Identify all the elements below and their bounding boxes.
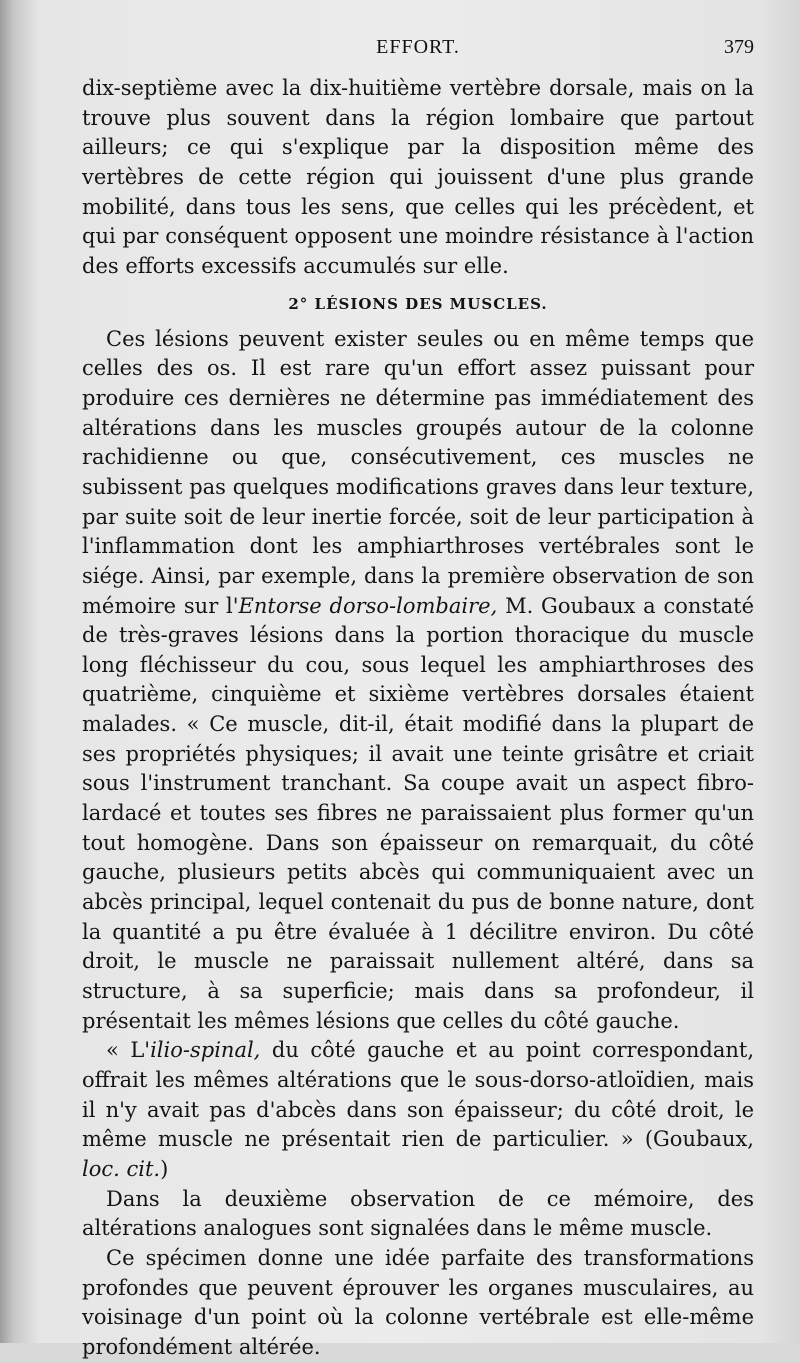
italic-title-entorse: Entorse dorso-lombaire, (238, 593, 498, 618)
paragraph-specimen: Ce spécimen donne une idée parfaite des transformations profondes que peuvent éprouver les organes musculaires, au voisinage d'un point où la colonne vertébrale est elle-même profondément altérée. (82, 1245, 754, 1359)
page-header (82, 36, 754, 60)
page-number: 379 (724, 36, 754, 58)
quote-text-b: du côté gauche et au point correspondant, offrait les mêmes altérations que le sous-dorso-atloïdien, mais il n'y avait pas d'abcès dans son épaisseur; du côté droit, le même muscle ne présentait rien de particulier. » (Goubaux, (82, 1038, 754, 1152)
italic-ilio-spinal: ilio-spinal, (150, 1038, 261, 1063)
running-head: EFFORT. (376, 36, 460, 58)
paragraph-lesions-text-a: Ces lésions peuvent exister seules ou en même temps que celles des os. Il est rare qu'un effort assez puissant pour produire ces dernières ne détermine pas immédiatement des altérations dans les muscles groupés autour de la colonne rachidienne ou que, consécutivement, ces muscles ne subissent pas quelques modifications graves dans leur texture, par suite soit de leur inertie forcée, soit de leur participation à l'inflammation dont les amphiarthroses vertébrales sont le siége. Ainsi, par exemple, dans la première observation de son mémoire sur l' (82, 326, 754, 618)
paragraph-ilio-spinal (82, 1036, 754, 1184)
quote-text-c: ) (160, 1156, 169, 1181)
paragraph-second-observation: Dans la deuxième observation de ce mémoire, des altérations analogues sont signalées dans le même muscle. (82, 1186, 754, 1241)
italic-citation: loc. cit. (82, 1156, 161, 1181)
section-heading: 2° LÉSIONS DES MUSCLES. (288, 294, 548, 313)
body-text (82, 74, 754, 1363)
paragraph-lesions-text-b: M. Goubaux a constaté de très-graves lésions dans la portion thoracique du muscle long fléchisseur du cou, sous lequel les amphiarthroses des quatrième, cinquième et sixième vertèbres dorsales étaient malades. « Ce muscle, dit-il, était modifié dans la plupart de ses propriétés physiques; il avait une teinte grisâtre et criait sous l'instrument tranchant. Sa coupe avait un aspect fibro-lardacé et toutes ses fibres ne paraissaient plus former qu'un tout homogène. Dans son épaisseur on remarquait, du côté gauche, plusieurs petits abcès qui communiquaient avec un abcès principal, lequel contenait du pus de bonne nature, dont la quantité a pu être évaluée à 1 décilitre environ. Du côté droit, le muscle ne paraissait nullement altéré, dans sa structure, à sa superficie; mais dans sa profondeur, il présentait les mêmes lésions que celles du côté gauche. (82, 593, 754, 1033)
paragraph-lesions (82, 325, 754, 1037)
quote-text-a: « L' (106, 1038, 151, 1063)
paragraph-continued: dix-septième avec la dix-huitième vertèbre dorsale, mais on la trouve plus souvent dans la région lombaire que partout ailleurs; ce qui s'explique par la disposition même des vertèbres de cette région qui jouissent d'une plus grande mobilité, dans tous les sens, que celles qui les précèdent, et qui par conséquent opposent une moindre résistance à l'action des efforts excessifs accumulés sur elle. (82, 76, 754, 278)
